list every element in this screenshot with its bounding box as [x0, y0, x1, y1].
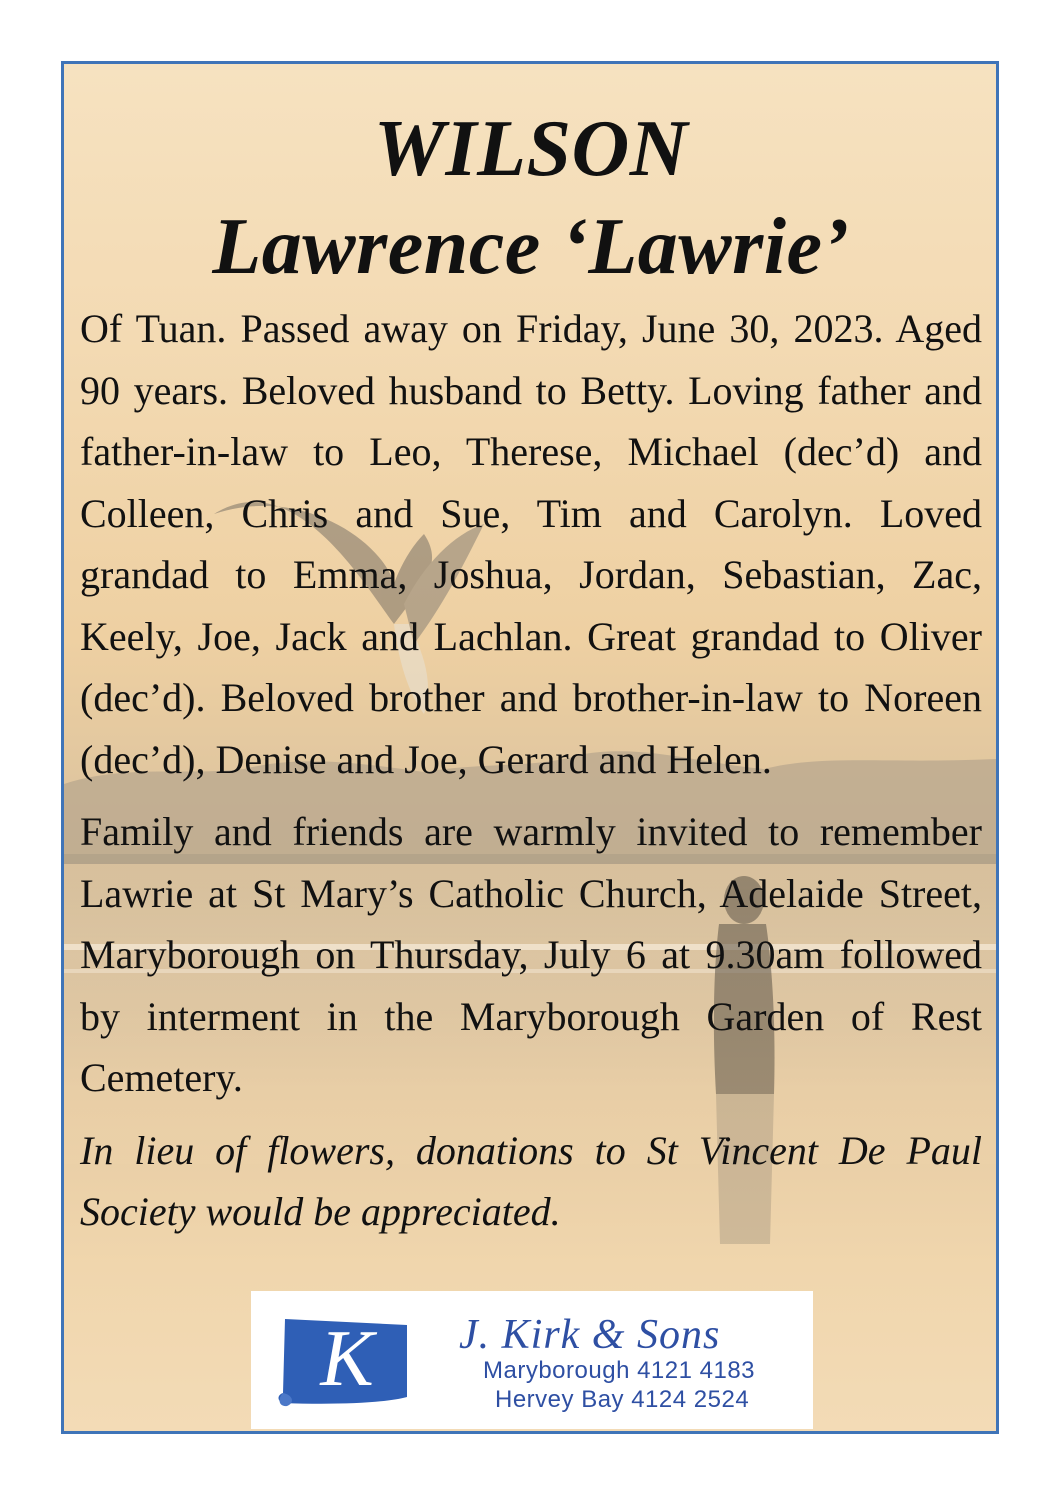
funeral-director-logo — [251, 1291, 813, 1429]
surname-heading: WILSON — [373, 105, 689, 193]
maryborough-phone: Maryborough 4121 4183 — [483, 1357, 756, 1384]
svg-text:K: K — [320, 1315, 374, 1403]
funeral-director-name: J. Kirk & Sons — [459, 1312, 721, 1358]
notice-content — [80, 64, 982, 1243]
given-name-heading: Lawrence ‘Lawrie’ — [212, 203, 850, 291]
notice-frame — [61, 61, 999, 1434]
service-details-paragraph: Family and friends are warmly invited to remember Lawrie at St Mary’s Catholic Church, Adelaide Street, Maryborough on Thursday, July 6 at 9.30am followed by interment in the Maryborough Garden of Rest Cemetery. — [80, 809, 982, 1100]
donations-note: In lieu of flowers, donations to St Vincent De Paul Society would be appreciated. — [80, 1127, 982, 1234]
hervey-bay-phone: Hervey Bay 4124 2524 — [495, 1386, 750, 1413]
kirk-k-monogram-icon — [275, 1311, 415, 1411]
obituary-paragraph: Of Tuan. Passed away on Friday, June 30, 2023. Aged 90 years. Beloved husband to Betty. Loving father and father-in-law to Leo, Therese, Michael (dec’d) and Colleen, Chris and Sue, Tim and Carolyn. Loved grandad to Emma, Joshua, Jordan, Sebastian, Zac, Keely, Joe, Jack and Lachlan. Great grandad to Oliver (dec’d). Beloved brother and brother-in-law to Noreen (dec’d), Denise and Joe, Gerard and Helen. — [80, 306, 982, 782]
